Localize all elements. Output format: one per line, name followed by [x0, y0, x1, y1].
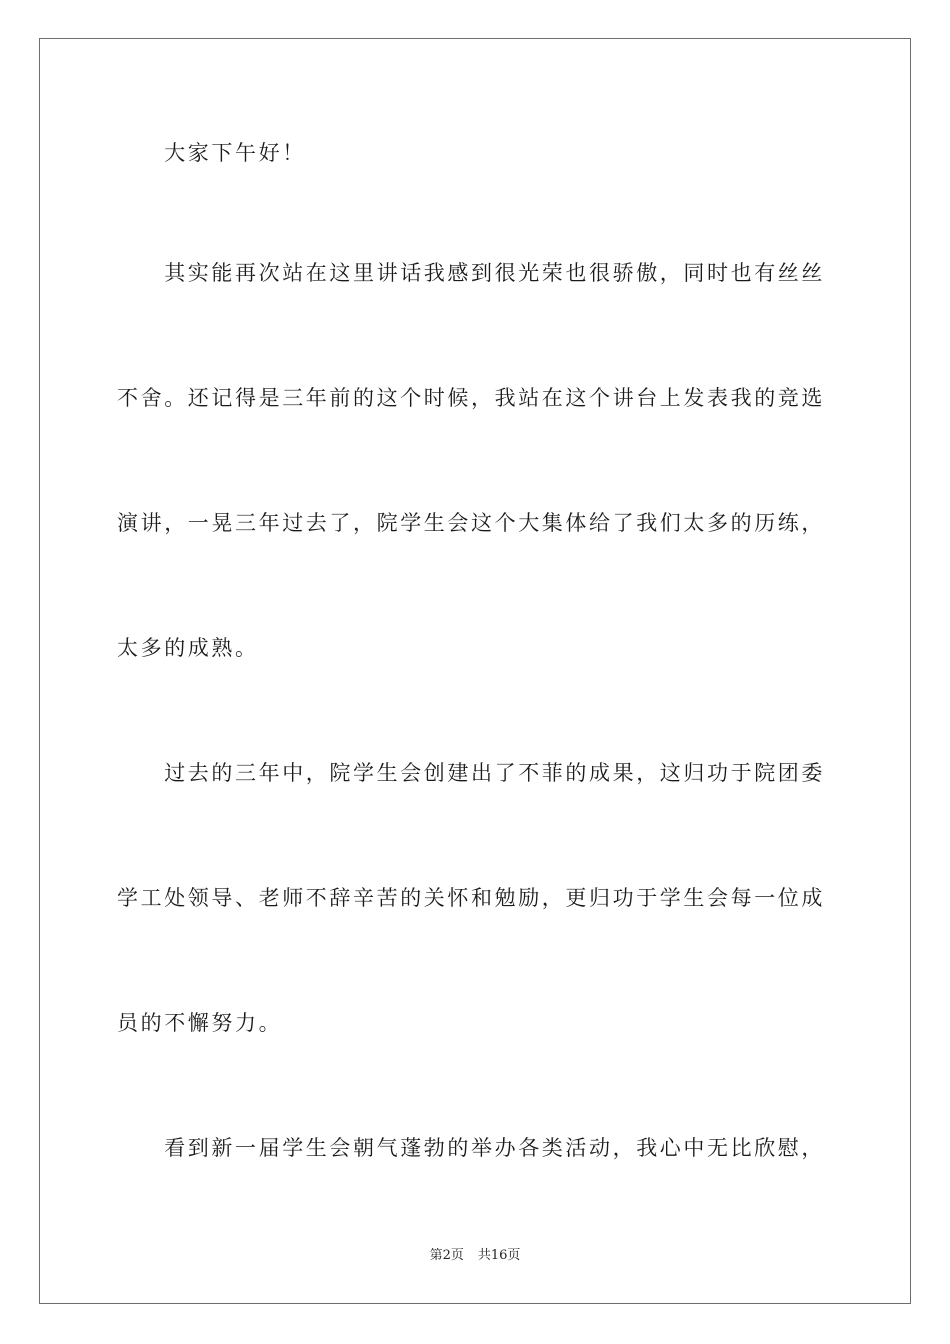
page-total: 共16页 — [477, 1248, 521, 1263]
text-line: 演讲，一晃三年过去了，院学生会这个大集体给了我们太多的历练， — [117, 511, 825, 535]
page-border — [39, 38, 911, 1304]
text-line: 过去的三年中，院学生会创建出了不菲的成果，这归功于院团委 — [117, 761, 825, 785]
text-line: 看到新一届学生会朝气蓬勃的举办各类活动，我心中无比欣慰， — [117, 1136, 825, 1160]
text-line: 员的不懈努力。 — [117, 1011, 283, 1035]
text-line: 学工处领导、老师不辞辛苦的关怀和勉励，更归功于学生会每一位成 — [117, 886, 825, 910]
text-line: 太多的成熟。 — [117, 636, 259, 660]
text-line: 大家下午好！ — [117, 141, 306, 165]
page-footer — [0, 1247, 950, 1265]
text-line: 不舍。还记得是三年前的这个时候，我站在这个讲台上发表我的竞选 — [117, 386, 825, 410]
page-number: 第2页 — [429, 1248, 464, 1263]
text-line: 其实能再次站在这里讲话我感到很光荣也很骄傲，同时也有丝丝 — [117, 261, 825, 285]
